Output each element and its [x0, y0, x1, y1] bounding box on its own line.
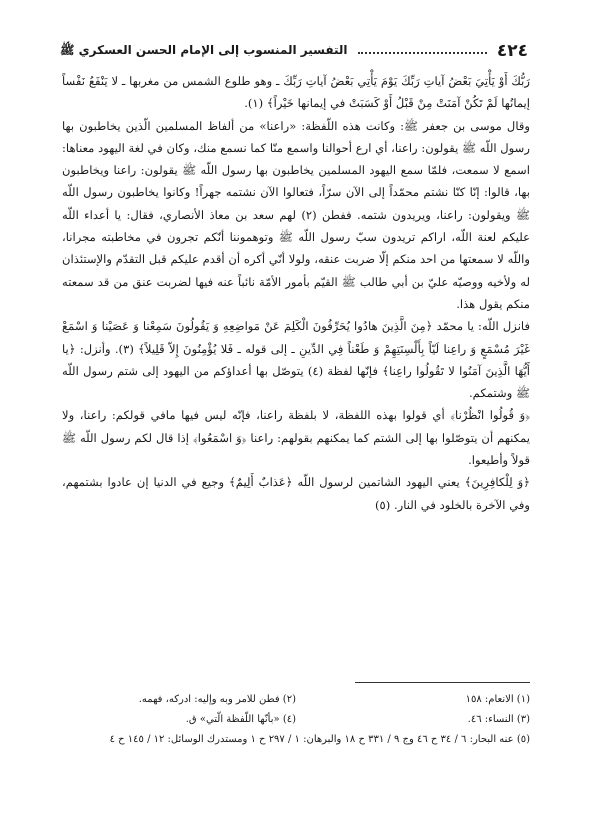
footnote-3: (٣) النساء: ٤٦. — [467, 714, 530, 725]
page-number: ٤٢٤ — [496, 41, 528, 61]
footnote-5: (٥) عنه البحار: ٦ / ٣٤ ح ٤٦ وج ٩ / ٣٣١ ح ١٨ والبرهان: ١ / ٢٩٧ ح ١ ومستدرك الوسائل: ١٢ / ١٤٥ ح ٤ — [109, 734, 530, 745]
footnote-1: (١) الانعام: ١٥٨ — [465, 694, 530, 705]
header-dotted-separator — [358, 52, 487, 54]
footnote-row-1 — [62, 690, 530, 710]
paragraph-4: ﴿وَ قُولُوا انْظُرْنا﴾ أي قولوا بهذه اللفظة، لا بلفظة راعنا، فإنّه ليس فيها مافي قولكم: راعنا، ولا يمكنهم أن يتوصّلوا بها إلى الشتم كما يمكنهم بقولهم: راعنا ﴿وَ اسْمَعُوا﴾ إذا قال لكم رسول اللّه ﷺ قولاً وأطيعوا. — [62, 408, 530, 468]
footnote-row-2 — [62, 710, 530, 730]
footnote-separator — [355, 682, 530, 683]
paragraph-3: فانزل اللّه: يا محمّد ﴿مِنَ الَّذِينَ هادُوا يُحَرِّفُونَ الْكَلِمَ عَنْ مَواضِعِهِ وَ يَقُولُونَ سَمِعْنا وَ عَصَيْنا وَ اسْمَعْ غَيْرَ مُسْمَعٍ وَ راعِنا لَيّاً بِأَلْسِنَتِهِمْ وَ طَعْناً فِي الدِّينِ ـ إلى قوله ـ فَلا يُؤْمِنُونَ إِلاّ قَلِيلاً﴾ (٣). وأنزل: ﴿يا أَيُّهَا الَّذِينَ آمَنُوا لا تَقُولُوا راعِنا﴾ فإنّها لفظة (٤) يتوصّل بها أعداؤكم من اليهود إلى شتم رسول اللّه ﷺ وشتمكم. — [62, 319, 531, 401]
footnotes — [62, 690, 530, 750]
paragraph-5: ﴿وَ لِلْكافِرِينَ﴾ يعني اليهود الشاتمين لرسول اللّه ﴿عَذابٌ أَلِيمٌ﴾ وجيع في الدنيا إن عادوا بشتمهم، وفي الآخرة بالخلود في النار. (٥) — [62, 475, 530, 512]
body-text — [62, 70, 530, 516]
footnote-4: (٤) «بأنّها اللّفظة الّتي» ق. — [185, 714, 296, 725]
footnote-2: (٢) فطن للامر وبه وإليه: ادركه، فهمه. — [138, 694, 296, 705]
running-title: التفسير المنسوب إلى الإمام الحسن العسكري ﷺ — [60, 42, 348, 57]
paragraph-2: وقال موسى بن جعفر ﷺ: وكانت هذه اللّفظة: «راعنا» من ألفاظ المسلمين الّذين يخاطبون بها رسول اللّه ﷺ يقولون: راعنا، أي ارع أحوالنا واسمع منّا كما نسمع منك، وكان في لغة اليهود معناها: اسمع لا سمعت، فلمّا سمع اليهود المسلمين يخاطبون بها رسول اللّه ﷺ يقولون: راعنا ويخاطبون بها، قالوا: إنّا كنّا نشتم محمّداً إلى الآن سرّاً، فتعالوا الآن نشتمه جهراً! وكانوا يخاطبون رسول اللّه ﷺ ويقولون: راعنا، ويريدون شتمه. ففطن (٢) لهم سعد بن معاذ الأنصاري، فقال: يا أعداء اللّه عليكم لعنة اللّه، اراكم تريدون سبّ رسول اللّه ﷺ وتوهموننا أنّكم تجرون في مخاطبته مجرانا، واللّه لا سمعتها من احد منكم إلّا ضربت عنقه، ولولا أنّي أكره أن أقدم عليكم قبل التقدّم والإستئذان له ولأخيه ووصيّه عليّ بن أبي طالب ﷺ القيّم بأمور الأمّة نائباً عنه فيها لضربت عنق من قد سمعته منكم يقول هذا. — [62, 118, 530, 311]
paragraph-1: رَبُّكَ أَوْ يَأْتِيَ بَعْضُ آياتِ رَبِّكَ يَوْمَ يَأْتِي بَعْضُ آياتِ رَبِّكَ ـ وهو طلوع الشمس من مغربها ـ لا يَنْفَعُ نَفْساً إيمانُها لَمْ تَكُنْ آمَنَتْ مِنْ قَبْلُ أَوْ كَسَبَتْ في إيمانها خَيْراً﴾ (١). — [62, 74, 530, 111]
page-header — [60, 40, 528, 62]
